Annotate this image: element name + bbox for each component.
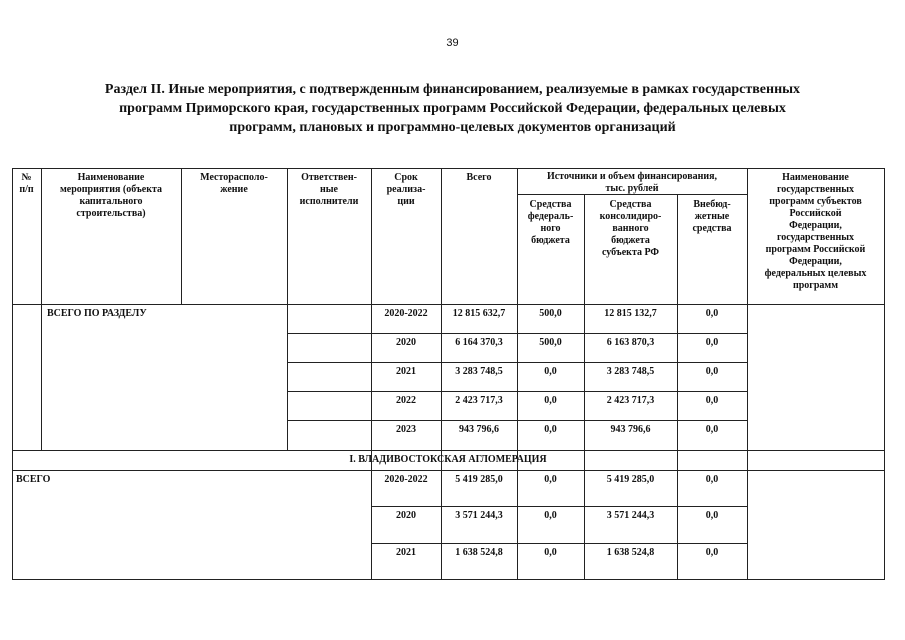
agglomeration-title: I. ВЛАДИВОСТОКСКАЯ АГЛОМЕРАЦИЯ	[349, 454, 547, 465]
heading-line-3: программ, плановых и программно-целевых документов организаций	[229, 120, 676, 135]
page-number: 39	[446, 37, 459, 49]
header-term: Срок реализа- ции	[386, 172, 426, 207]
header-sources: Источники и объем финансирования, тыс. рублей	[546, 171, 718, 194]
section-total-label: ВСЕГО ПО РАЗДЕЛУ	[47, 308, 147, 319]
header-name: Наименование мероприятия (объекта капитального строительства)	[59, 172, 163, 219]
header-num: № п/п	[19, 172, 34, 195]
header-programs: Наименование государственных программ субъектов Российской Федерации, государственных программ Российской Федерации, федеральных целевых программ	[764, 172, 867, 291]
agglomeration-total-label: ВСЕГО	[16, 474, 51, 485]
header-total: Всего	[466, 172, 492, 183]
heading-line-1: Раздел II. Иные мероприятия, с подтвержденным финансированием, реализуемые в рамках государственных	[104, 82, 801, 97]
header-responsible: Ответствен- ные исполнители	[299, 172, 359, 207]
header-location: Месторасполо- жение	[200, 172, 268, 195]
header-federal: Средства федераль- ного бюджета	[527, 199, 574, 246]
heading-line-2: программ Приморского края, государственных программ Российской Федерации, федеральных целевых	[119, 101, 786, 116]
header-extrabudget: Внебюд- жетные средства	[692, 199, 732, 234]
header-consolidated: Средства консолидиро- ванного бюджета субъекта РФ	[599, 199, 662, 258]
